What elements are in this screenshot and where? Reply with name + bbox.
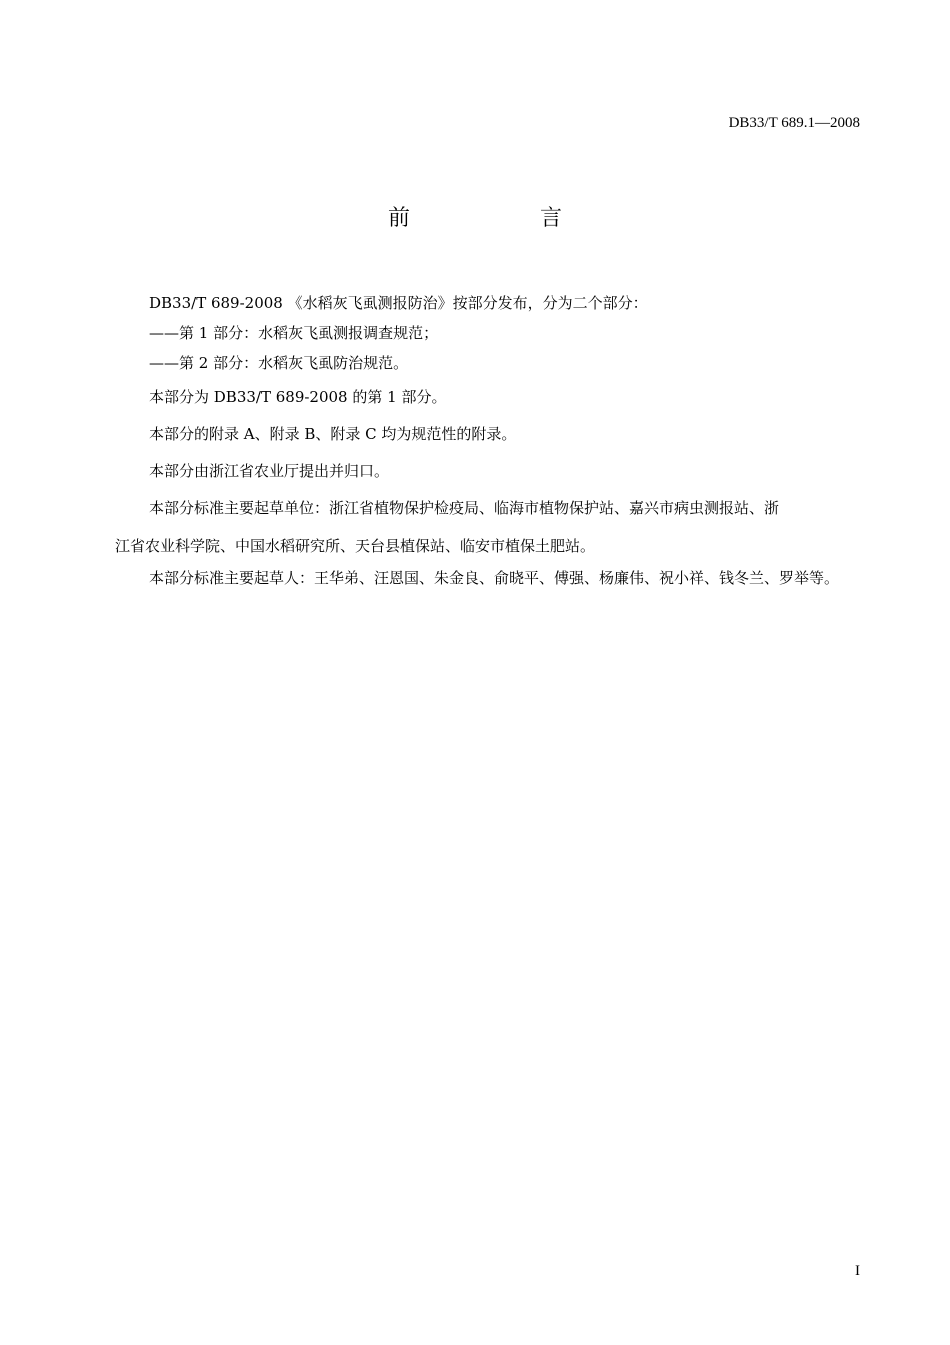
part-1-item: ——第 1 部分：水稻灰飞虱测报调查规范； bbox=[149, 324, 439, 342]
drafting-units-line-2: 江省农业科学院、中国水稻研究所、天台县植保站、临安市植保土肥站。 bbox=[115, 537, 596, 555]
drafting-units-line-1: 本部分标准主要起草单位：浙江省植物保护检疫局、临海市植物保护站、嘉兴市病虫测报站、浙 bbox=[149, 499, 780, 517]
drafters-paragraph: 本部分标准主要起草人：王华弟、汪恩国、朱金良、俞晓平、傅强、杨廉伟、祝小祥、钱冬兰、罗举等。 bbox=[149, 569, 840, 587]
proposer-paragraph: 本部分由浙江省农业厅提出并归口。 bbox=[149, 462, 390, 480]
appendix-paragraph: 本部分的附录 A、附录 B、附录 C 均为规范性的附录。 bbox=[149, 425, 517, 443]
part-2-item: ——第 2 部分：水稻灰飞虱防治规范。 bbox=[149, 354, 409, 372]
standard-code: DB33/T 689.1—2008 bbox=[728, 115, 860, 131]
page-title: 前 言 bbox=[387, 206, 616, 231]
page-number: I bbox=[855, 1263, 860, 1279]
intro-paragraph: DB33/T 689-2008 《水稻灰飞虱测报防治》按部分发布，分为二个部分： bbox=[149, 294, 648, 312]
this-part-paragraph: 本部分为 DB33/T 689-2008 的第 1 部分。 bbox=[149, 388, 447, 406]
